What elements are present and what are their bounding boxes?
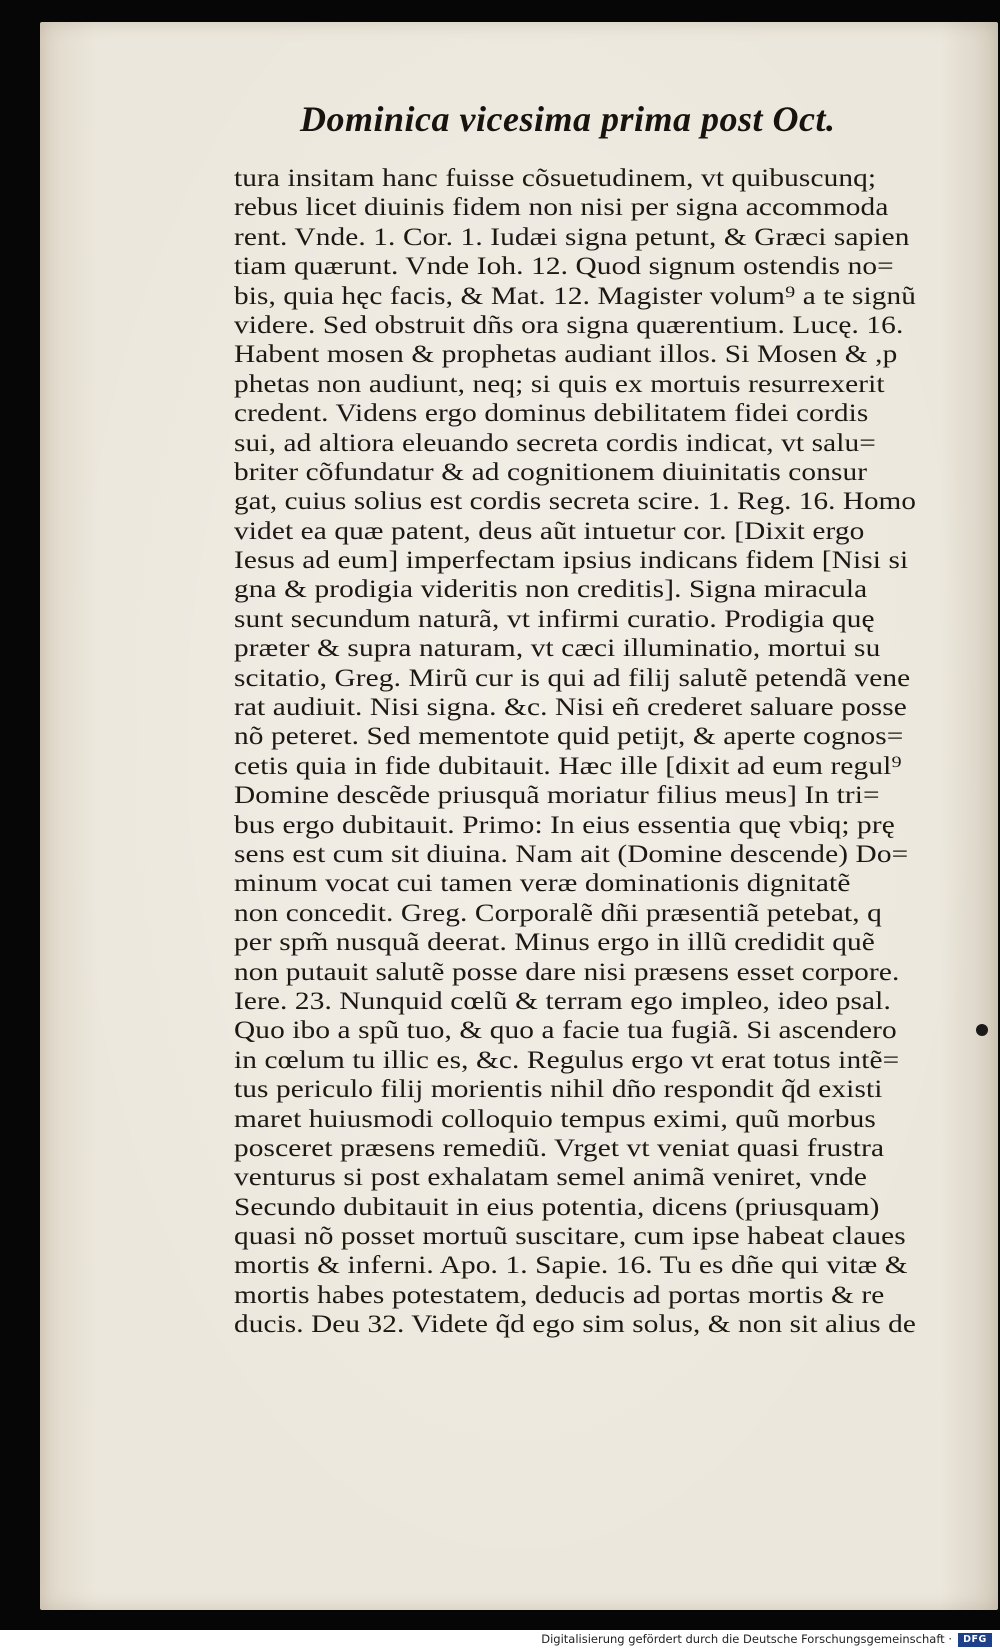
footer-bar (0, 1630, 1000, 1651)
text-line: videre. Sed obstruit dñs ora signa quærentium. Lucę. 16. (234, 309, 904, 339)
text-line: sens est cum sit diuina. Nam ait (Domine descende) Do= (234, 838, 909, 868)
body-text (234, 163, 916, 1339)
text-line: sui, ad altiora eleuando secreta cordis indicat, vt salu= (234, 427, 876, 457)
text-line: quasi nõ posset mortuũ suscitare, cum ipse habeat claues (234, 1221, 906, 1251)
text-line: bus ergo dubitauit. Primo: In eius essentia quę vbiq; prę (234, 809, 895, 839)
text-line: phetas non audiunt, neq; si quis ex mortuis resurrexerit (234, 368, 885, 398)
text-line: videt ea quæ patent, deus aũt intuetur cor. [Dixit ergo (234, 515, 865, 545)
text-line: gna & prodigia videritis non creditis]. Signa miracula (234, 574, 868, 604)
text-line: non putauit salutẽ posse dare nisi præsens esset corpore. (234, 956, 900, 986)
text-line: nõ peteret. Sed mementote quid petijt, & aperte cognos= (234, 721, 904, 751)
text-line: Iere. 23. Nunquid cœlũ & terram ego impleo, ideo psal. (234, 985, 891, 1015)
text-line: non concedit. Greg. Corporalẽ dñi præsentiã petebat, q (234, 897, 882, 927)
footer-funding-text: Digitalisierung gefördert durch die Deutsche Forschungsgemeinschaft · (541, 1632, 952, 1646)
text-line: Habent mosen & prophetas audiant illos. Si Mosen & ,p (234, 339, 898, 369)
text-line: mortis & inferni. Apo. 1. Sapie. 16. Tu es dñe qui vitæ & (234, 1250, 908, 1280)
text-line: rat audiuit. Nisi signa. &c. Nisi eñ crederet saluare posse (234, 692, 907, 722)
text-line: Quo ibo a spũ tuo, & quo a facie tua fugiã. Si ascendero (234, 1015, 897, 1045)
text-line: venturus si post exhalatam semel animã veniret, vnde (234, 1162, 868, 1192)
text-line: Secundo dubitauit in eius potentia, dicens (priusquam) (234, 1191, 880, 1221)
text-line: Iesus ad eum] imperfectam ipsius indicans fidem [Nisi si (234, 545, 909, 575)
text-line: briter cõfundatur & ad cognitionem diuinitatis consur (234, 456, 868, 486)
text-line: gat, cuius solius est cordis secreta scire. 1. Reg. 16. Homo (234, 486, 916, 516)
dfg-logo: DFG (958, 1633, 992, 1647)
text-line: posceret præsens remediũ. Vrget vt veniat quasi frustra (234, 1132, 885, 1162)
text-line: maret huiusmodi colloquio tempus eximi, quũ morbus (234, 1103, 876, 1133)
text-line: ducis. Deu 32. Videte q̃d ego sim solus, & non sit alius de (234, 1309, 916, 1339)
text-line: bis, quia hęc facis, & Mat. 12. Magister volum⁹ a te signũ (234, 280, 916, 310)
text-line: rebus licet diuinis fidem non nisi per signa accommoda (234, 192, 889, 222)
text-line: credent. Videns ergo dominus debilitatem fidei cordis (234, 398, 869, 428)
running-head: Dominica vicesima prima post Oct. (300, 99, 836, 139)
text-line: minum vocat cui tamen veræ dominationis dignitatẽ (234, 868, 851, 898)
text-line: tus periculo filij morientis nihil dño respondit q̃d existi (234, 1074, 883, 1104)
text-line: tiam quærunt. Vnde Ioh. 12. Quod signum ostendis no= (234, 251, 894, 281)
text-line: sunt secundum naturã, vt infirmi curatio. Prodigia quę (234, 603, 875, 633)
text-line: præter & supra naturam, vt cæci illuminatio, mortui su (234, 633, 881, 663)
text-line: mortis habes potestatem, deducis ad portas mortis & re (234, 1279, 885, 1309)
text-line: scitatio, Greg. Mirũ cur is qui ad filij salutẽ petendã vene (234, 662, 911, 692)
text-line: rent. Vnde. 1. Cor. 1. Iudæi signa petunt, & Græci sapien (234, 221, 910, 251)
margin-bullet (976, 1024, 988, 1036)
text-line: cetis quia in fide dubitauit. Hæc ille [dixit ad eum regul⁹ (234, 750, 902, 780)
text-line: per spm̃ nusquã deerat. Minus ergo in illũ credidit quẽ (234, 927, 875, 957)
text-line: tura insitam hanc fuisse cõsuetudinem, vt quibuscunq; (234, 163, 877, 192)
text-line: Domine descẽde priusquã moriatur filius meus] In tri= (234, 780, 880, 810)
text-line: in cœlum tu illic es, &c. Regulus ergo vt erat totus intẽ= (234, 1044, 900, 1074)
